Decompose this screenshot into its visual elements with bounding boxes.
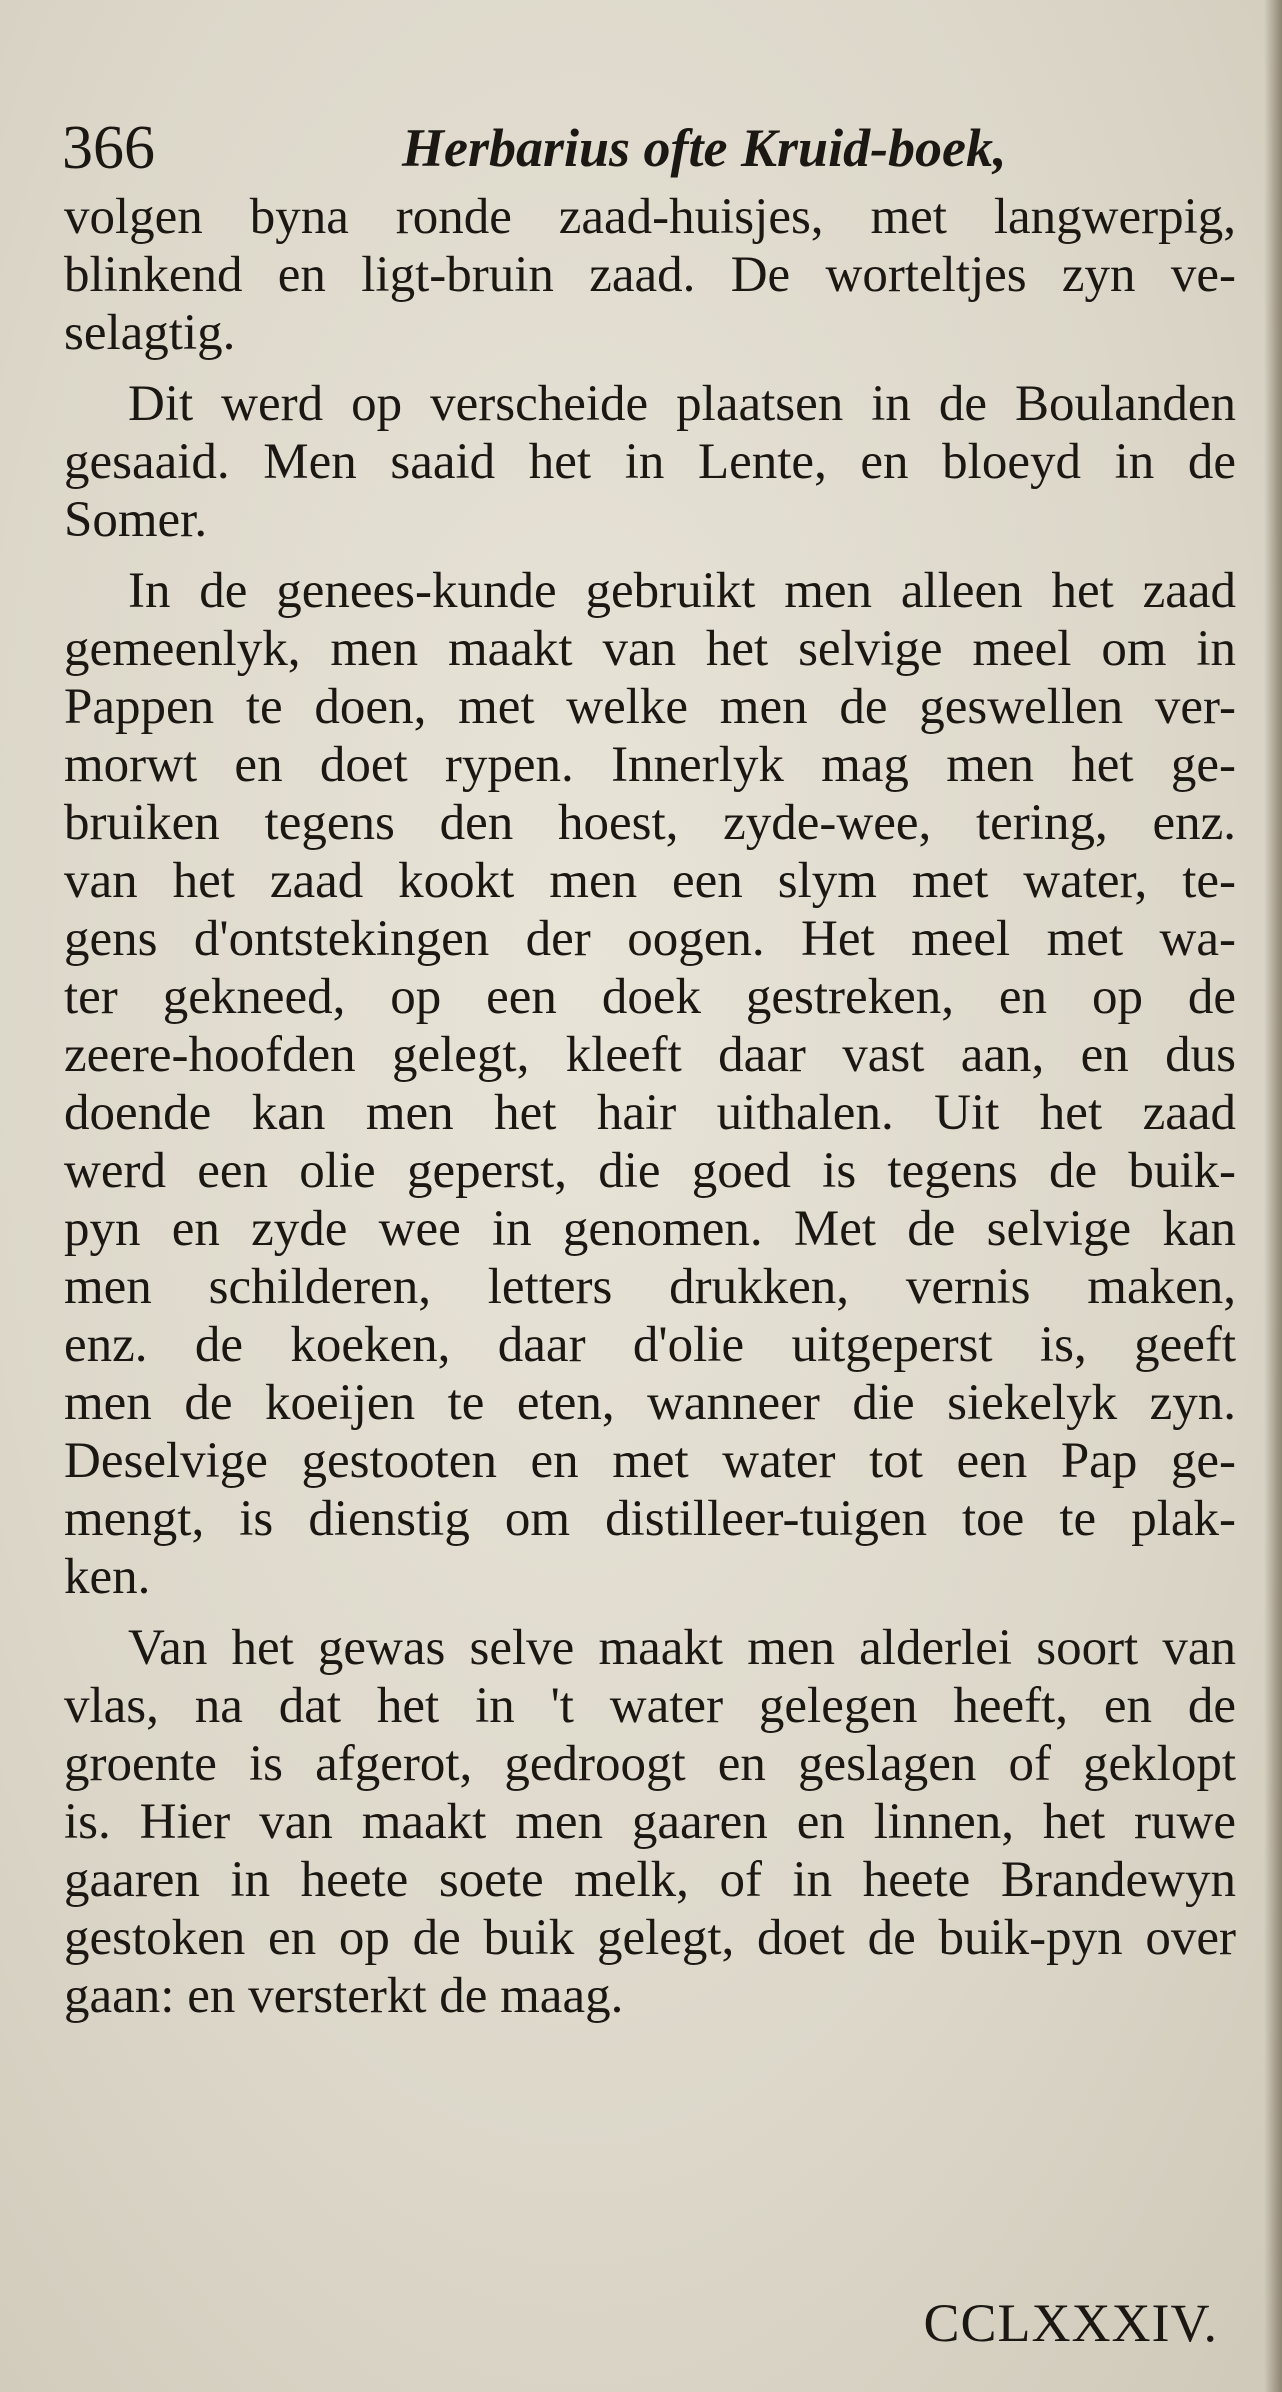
body-text	[64, 188, 1236, 2025]
text-line: ken.	[64, 1549, 151, 1605]
text-line: men de koeijen te eten, wanneer die siekelyk zyn.	[64, 1375, 1236, 1431]
running-title: Herbarius ofte Kruid-boek,	[402, 118, 1007, 178]
text-line: Somer.	[64, 492, 208, 548]
text-line: In de genees-kunde gebruikt men alleen het zaad	[128, 563, 1236, 619]
paragraph	[64, 375, 1236, 549]
text-line: is. Hier van maakt men gaaren en linnen, het ruwe	[64, 1794, 1236, 1850]
text-line: volgen byna ronde zaad-huisjes, met langwerpig,	[64, 189, 1236, 245]
text-line: enz. de koeken, daar d'olie uitgeperst is, geeft	[64, 1317, 1236, 1373]
text-line: doende kan men het hair uithalen. Uit het zaad	[64, 1085, 1236, 1141]
text-line: Van het gewas selve maakt men alderlei soort van	[128, 1620, 1236, 1676]
text-line: Deselvige gestooten en met water tot een Pap ge-	[64, 1433, 1236, 1489]
text-line: gens d'ontstekingen der oogen. Het meel met wa-	[64, 911, 1236, 967]
page-edge-shadow	[1264, 0, 1282, 2392]
text-line: groente is afgerot, gedroogt en geslagen of geklopt	[64, 1736, 1236, 1792]
text-line: bruiken tegens den hoest, zyde-wee, tering, enz.	[64, 795, 1236, 851]
text-line: Pappen te doen, met welke men de geswellen ver-	[64, 679, 1236, 735]
text-line: werd een olie geperst, die goed is tegens de buik-	[64, 1143, 1236, 1199]
paragraph	[64, 188, 1236, 362]
text-line: gaaren in heete soete melk, of in heete Brandewyn	[64, 1852, 1236, 1908]
paragraph	[64, 562, 1236, 1606]
text-line: men schilderen, letters drukken, vernis maken,	[64, 1259, 1236, 1315]
text-line: ter gekneed, op een doek gestreken, en op de	[64, 969, 1236, 1025]
text-line: morwt en doet rypen. Innerlyk mag men het ge-	[64, 737, 1236, 793]
text-line: selagtig.	[64, 305, 236, 361]
page-header	[62, 108, 1222, 188]
paragraph	[64, 1619, 1236, 2025]
page-number: 366	[62, 114, 155, 182]
text-line: gestoken en op de buik gelegt, doet de buik-pyn over	[64, 1910, 1236, 1966]
text-line: blinkend en ligt-bruin zaad. De worteltjes zyn ve-	[64, 247, 1236, 303]
text-line: pyn en zyde wee in genomen. Met de selvige kan	[64, 1201, 1236, 1257]
text-line: vlas, na dat het in 't water gelegen heeft, en de	[64, 1678, 1236, 1734]
catchword: CCLXXXIV.	[923, 2293, 1218, 2353]
text-line: zeere-hoofden gelegt, kleeft daar vast aan, en dus	[64, 1027, 1236, 1083]
text-line: Dit werd op verscheide plaatsen in de Boulanden	[128, 376, 1236, 432]
text-line: gaan: en versterkt de maag.	[64, 1968, 624, 2024]
text-line: gesaaid. Men saaid het in Lente, en bloeyd in de	[64, 434, 1236, 490]
text-line: van het zaad kookt men een slym met water, te-	[64, 853, 1236, 909]
text-line: gemeenlyk, men maakt van het selvige meel om in	[64, 621, 1236, 677]
text-line: mengt, is dienstig om distilleer-tuigen toe te plak-	[64, 1491, 1236, 1547]
